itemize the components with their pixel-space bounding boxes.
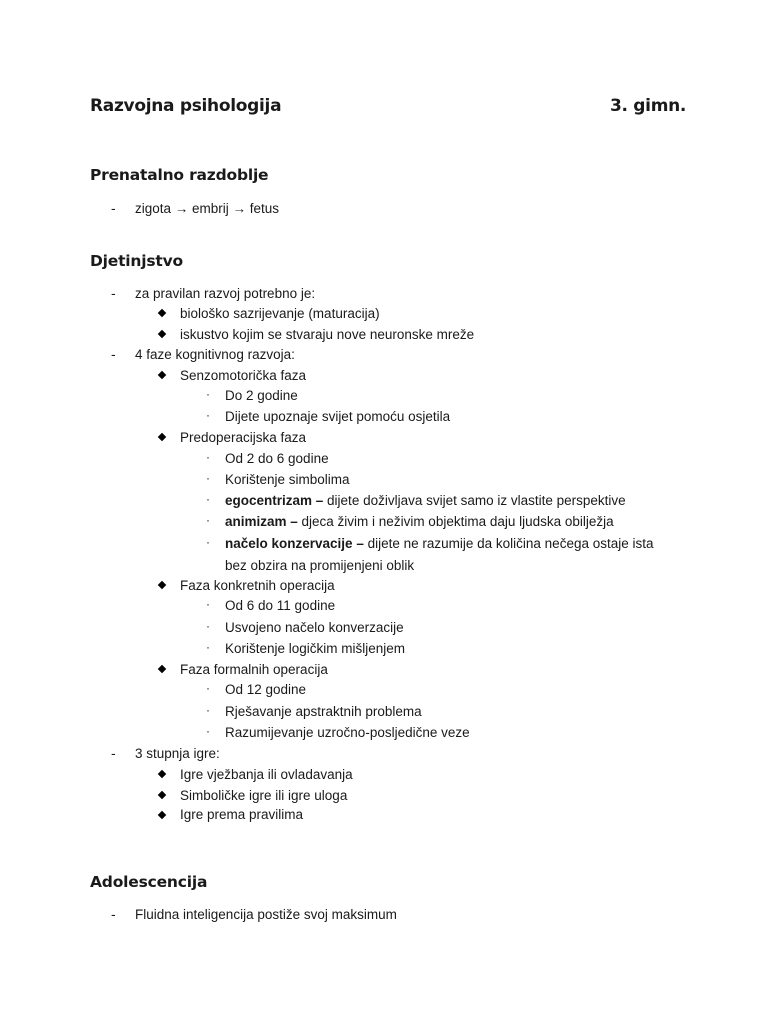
diamond-bullet-icon: [158, 581, 166, 589]
term-definition: dijete doživljava svijet samo iz vlastite perspektive: [323, 493, 626, 508]
stage-name: Faza formalnih operacija: [180, 662, 328, 677]
term-definition: djeca živim i neživim objektima daju ljudska obilježja: [297, 514, 614, 529]
list-item: Do 2 godine: [225, 388, 298, 403]
stage-name: Senzomotorička faza: [180, 368, 307, 383]
dot-bullet-icon: ·: [206, 681, 210, 695]
list-item: za pravilan razvoj potrebno je:: [135, 286, 316, 301]
dot-bullet-icon: ·: [206, 450, 210, 464]
term-label: egocentrizam –: [225, 493, 324, 508]
term-item: [225, 492, 626, 510]
diamond-bullet-icon: [158, 770, 166, 778]
section-heading-prenatal: Prenatalno razdoblje: [90, 166, 269, 184]
diamond-bullet-icon: [158, 309, 166, 317]
dot-bullet-icon: ·: [206, 492, 210, 506]
list-item: biološko sazrijevanje (maturacija): [180, 306, 380, 321]
section-heading-adolescence: Adolescencija: [90, 873, 208, 891]
dash-bullet-icon: -: [111, 745, 116, 761]
list-item: Dijete upoznaje svijet pomoću osjetila: [225, 409, 451, 424]
diamond-bullet-icon: [158, 791, 166, 799]
term-label: načelo konzervacije –: [225, 536, 364, 551]
section-heading-childhood: Djetinjstvo: [90, 252, 183, 270]
dot-bullet-icon: ·: [206, 597, 210, 611]
dash-bullet-icon: -: [111, 285, 116, 301]
list-item: Od 2 do 6 godine: [225, 451, 329, 466]
page-title: Razvojna psihologija: [90, 96, 282, 116]
dash-bullet-icon: -: [111, 906, 116, 922]
term-definition: dijete ne razumije da količina nečega ostaje ista: [363, 536, 654, 551]
dash-bullet-icon: -: [111, 346, 116, 362]
diamond-bullet-icon: [158, 371, 166, 379]
list-item: Od 6 do 11 godine: [225, 598, 336, 613]
list-item: iskustvo kojim se stvaraju nove neuronske mreže: [180, 327, 475, 342]
term-label: animizam –: [225, 514, 298, 529]
diamond-bullet-icon: [158, 433, 166, 441]
list-item: 4 faze kognitivnog razvoja:: [135, 347, 295, 362]
dot-bullet-icon: ·: [206, 535, 210, 549]
list-item: Rješavanje apstraktnih problema: [225, 704, 422, 719]
list-item: Simboličke igre ili igre uloga: [180, 788, 348, 803]
dot-bullet-icon: ·: [206, 703, 210, 717]
dash-bullet-icon: -: [111, 200, 116, 216]
list-item: 3 stupnja igre:: [135, 746, 220, 761]
class-label: 3. gimn.: [610, 96, 687, 116]
list-item: Igre vježbanja ili ovladavanja: [180, 767, 353, 782]
list-item: zigota → embrij → fetus: [135, 201, 280, 216]
list-item: Igre prema pravilima: [180, 807, 304, 822]
term-item: [225, 535, 654, 553]
dot-bullet-icon: ·: [206, 724, 210, 738]
dot-bullet-icon: ·: [206, 640, 210, 654]
stage-name: Faza konkretnih operacija: [180, 578, 335, 593]
dot-bullet-icon: ·: [206, 619, 210, 633]
list-item: Korištenje logičkim mišljenjem: [225, 641, 406, 656]
term-continuation: bez obzira na promijenjeni oblik: [225, 558, 415, 573]
dot-bullet-icon: ·: [206, 513, 210, 527]
dot-bullet-icon: ·: [206, 471, 210, 485]
list-item: Od 12 godine: [225, 682, 307, 697]
stage-name: Predoperacijska faza: [180, 430, 307, 445]
diamond-bullet-icon: [158, 330, 166, 338]
diamond-bullet-icon: [158, 811, 166, 819]
list-item: Razumijevanje uzročno-posljedične veze: [225, 725, 470, 740]
list-item: Fluidna inteligencija postiže svoj maksimum: [135, 907, 397, 922]
list-item: Usvojeno načelo konverzacije: [225, 620, 404, 635]
term-item: [225, 513, 614, 531]
dot-bullet-icon: ·: [206, 387, 210, 401]
dot-bullet-icon: ·: [206, 408, 210, 422]
list-item: Korištenje simbolima: [225, 472, 350, 487]
diamond-bullet-icon: [158, 665, 166, 673]
